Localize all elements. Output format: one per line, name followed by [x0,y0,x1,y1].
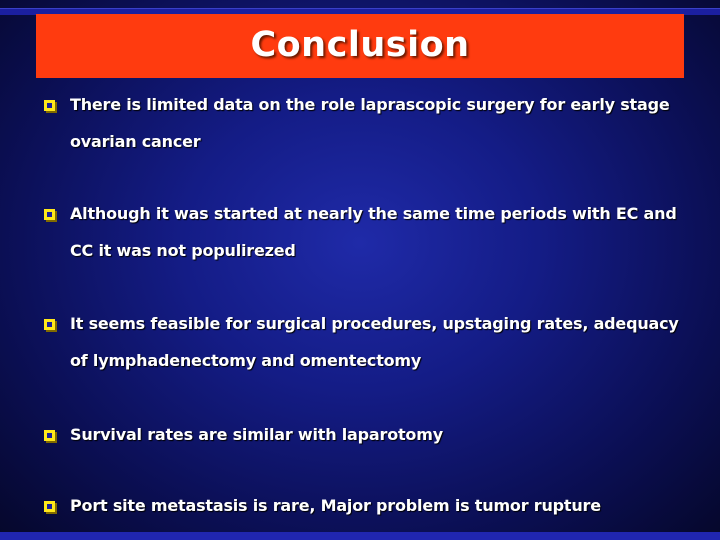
title-box [36,14,684,78]
bullet-text: Although it was started at nearly the same time periods with EC and CC it was not populirezed [70,204,677,260]
bullet-text: There is limited data on the role laprascopic surgery for early stage ovarian cancer [70,95,670,151]
square-bullet-icon [44,501,55,512]
square-bullet-icon [44,319,55,330]
bottom-border-bar [0,532,720,540]
square-bullet-icon [44,100,55,111]
slide-title: Conclusion [250,25,470,65]
bullet-text: Survival rates are similar with laparotomy [70,425,443,444]
bullet-text: It seems feasible for surgical procedures, upstaging rates, adequacy of lymphadenectomy and omentectomy [70,314,679,370]
square-bullet-icon [44,430,55,441]
bullet-text: Port site metastasis is rare, Major problem is tumor rupture [70,496,601,515]
square-bullet-icon [44,209,55,220]
